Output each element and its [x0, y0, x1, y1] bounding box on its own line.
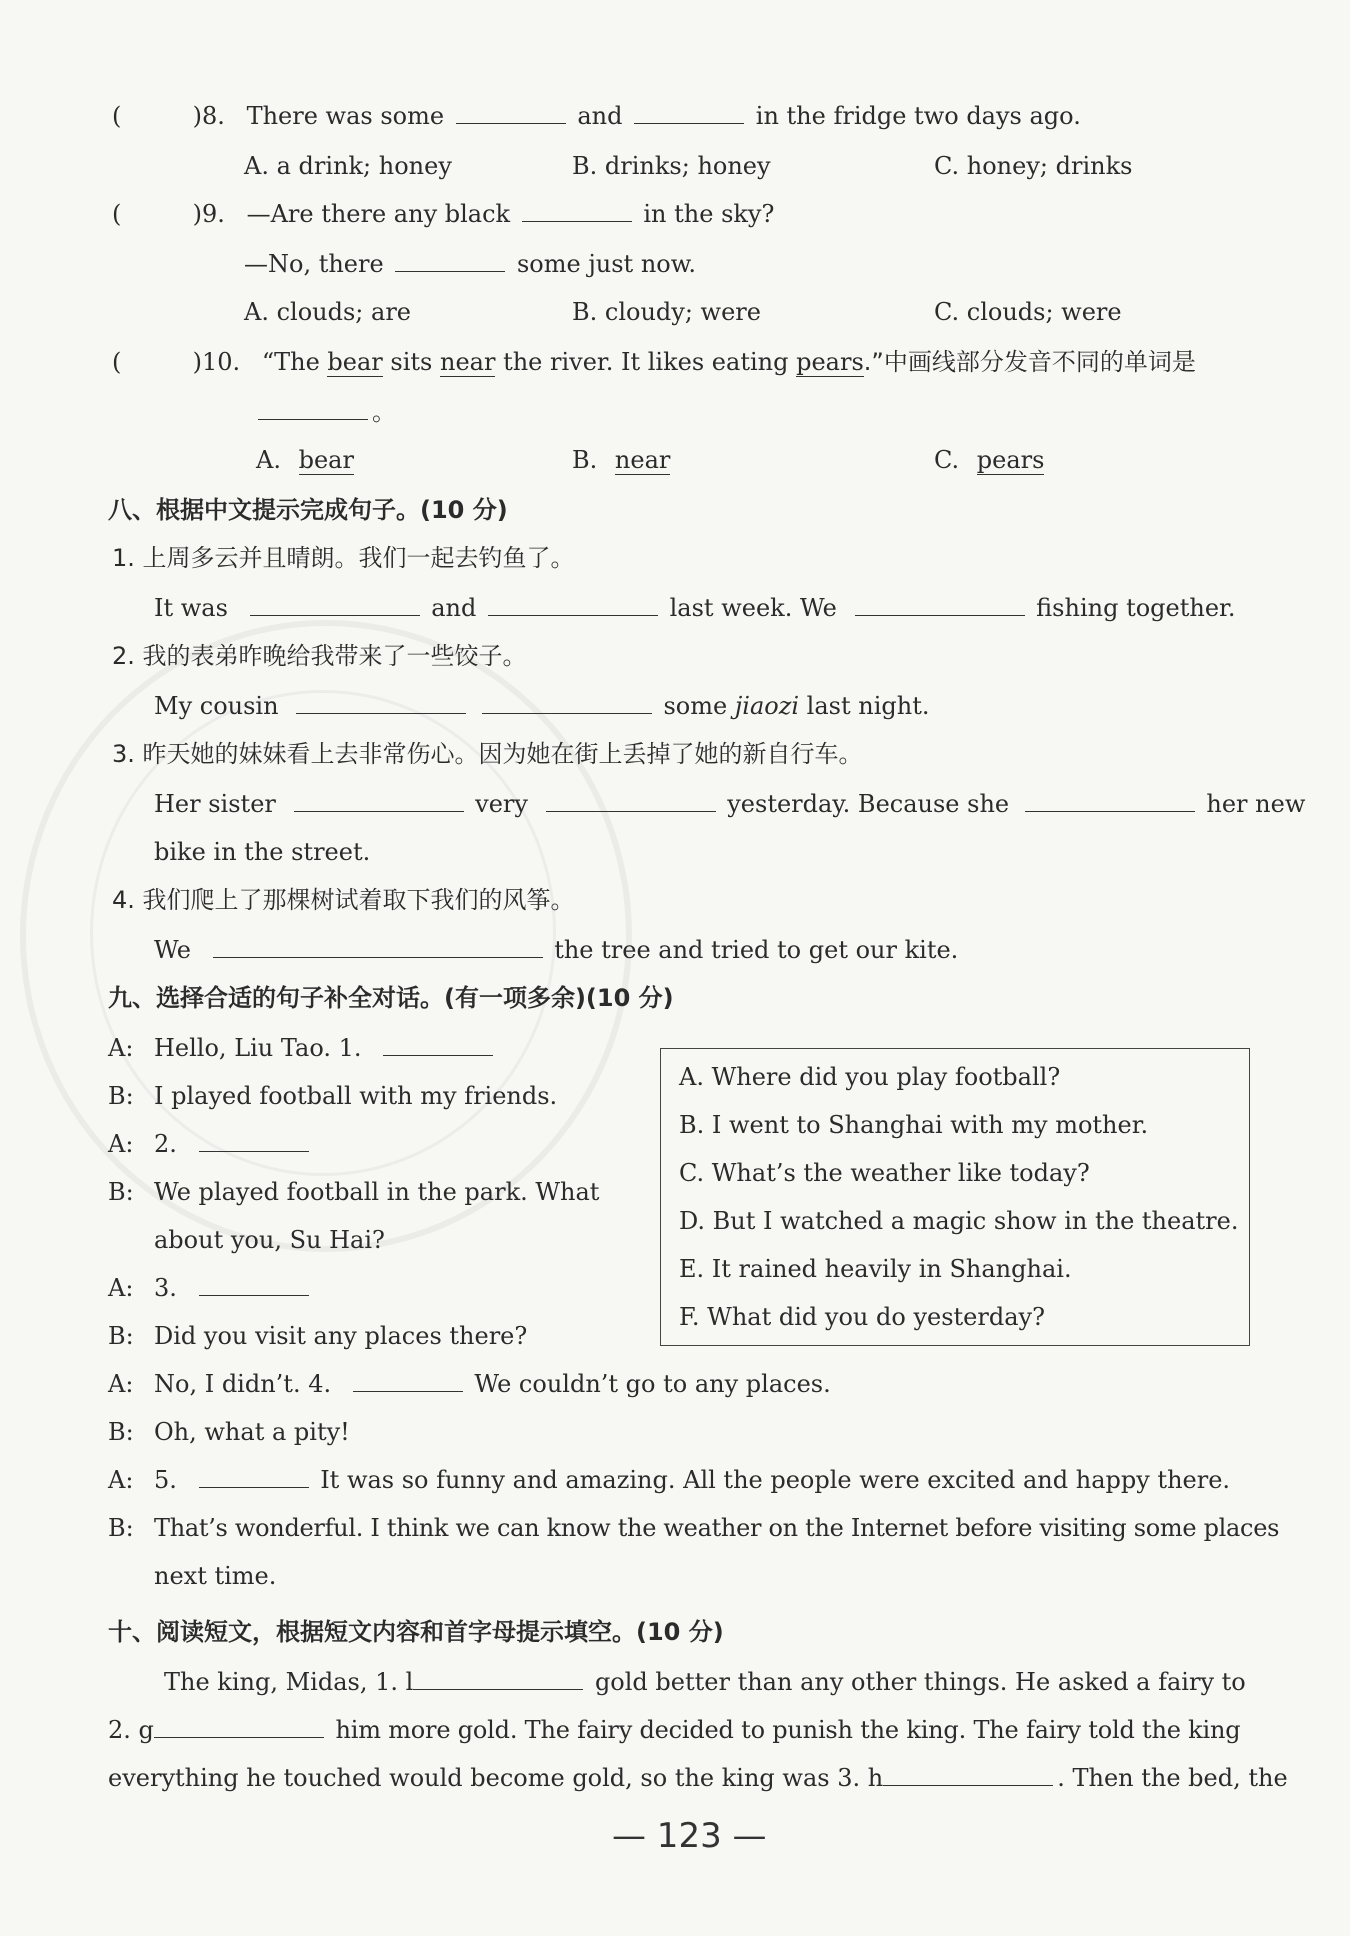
speaker: B: — [108, 1082, 134, 1110]
answer-blank[interactable] — [855, 593, 1025, 616]
dialogue-line — [108, 1416, 350, 1448]
passage-text: gold better than any other things. He asked a fairy to — [594, 1668, 1246, 1696]
dialogue-line — [108, 1224, 385, 1256]
option-a[interactable]: A. clouds; are — [244, 298, 411, 326]
answer-blank[interactable] — [546, 789, 716, 812]
dialogue-line — [108, 1368, 831, 1400]
answer-blank[interactable] — [296, 691, 466, 714]
cn-prompt: 4. 我们爬上了那棵树试着取下我们的风筝。 — [112, 886, 575, 914]
answer-blank[interactable] — [488, 593, 658, 616]
sentence-text: We — [154, 936, 191, 964]
dialogue-line — [108, 1032, 497, 1064]
question-text: in the fridge two days ago. — [755, 102, 1081, 130]
option-label: A. — [256, 446, 281, 474]
option-label: B. — [572, 446, 598, 474]
speaker: A: — [108, 1466, 134, 1494]
answer-row — [154, 592, 1236, 624]
sentence-text: some — [663, 692, 735, 720]
option-c[interactable]: C. clouds; were — [934, 298, 1122, 326]
box-option-a[interactable]: A. Where did you play football? — [679, 1063, 1061, 1091]
dialogue-text: No, I didn’t. 4. — [154, 1370, 332, 1398]
cn-prompt: 1. 上周多云并且晴朗。我们一起去钓鱼了。 — [112, 544, 575, 572]
page-number: — 123 — — [612, 1816, 767, 1856]
speaker: A: — [108, 1130, 134, 1158]
question-text: the river. It likes eating — [495, 348, 797, 376]
q10-row — [112, 346, 1196, 378]
question-text: —No, there — [244, 250, 384, 278]
question-text: sits — [382, 348, 440, 376]
passage-text: him more gold. The fairy decided to punish the king. The fairy told the king — [335, 1716, 1241, 1744]
passage-line — [164, 1666, 1246, 1698]
speaker: B: — [108, 1178, 134, 1206]
passage-text: 2. g — [108, 1716, 154, 1744]
option-b[interactable] — [572, 444, 670, 476]
question-number: )8. — [192, 102, 225, 130]
option-a[interactable]: A. a drink; honey — [244, 152, 452, 180]
answer-blank[interactable] — [199, 1273, 309, 1296]
q9-row — [112, 198, 774, 230]
answer-blank[interactable] — [258, 397, 368, 420]
answer-blank[interactable] — [482, 691, 652, 714]
answer-blank[interactable] — [395, 249, 505, 272]
box-option-f[interactable]: F. What did you do yesterday? — [679, 1303, 1045, 1331]
passage-line — [108, 1714, 1240, 1746]
question-text: —Are there any black — [246, 200, 511, 228]
answer-blank[interactable] — [456, 101, 566, 124]
dialogue-line — [108, 1512, 1279, 1544]
answer-blank[interactable] — [883, 1763, 1053, 1786]
dialogue-line — [108, 1080, 557, 1112]
question-text: some just now. — [516, 250, 697, 278]
dialogue-text: That’s wonderful. I think we can know the weather on the Internet before visiting some places — [154, 1514, 1280, 1542]
sentence-text: fishing together. — [1036, 594, 1236, 622]
section-heading: 十、阅读短文，根据短文内容和首字母提示填空。(10 分) — [108, 1618, 724, 1646]
answer-paren: ( — [112, 102, 122, 130]
dialogue-text: We couldn’t go to any places. — [474, 1370, 831, 1398]
underlined-word: pears — [796, 348, 864, 376]
answer-row — [154, 934, 958, 966]
box-option-e[interactable]: E. It rained heavily in Shanghai. — [679, 1255, 1072, 1283]
sentence-text: It was — [154, 594, 228, 622]
answer-blank[interactable] — [1025, 789, 1195, 812]
underlined-word: bear — [298, 446, 354, 474]
answer-blank[interactable] — [213, 935, 543, 958]
cn-prompt: 2. 我的表弟昨晚给我带来了一些饺子。 — [112, 642, 527, 670]
passage-text: everything he touched would become gold, so the king was 3. h — [108, 1764, 884, 1792]
answer-blank[interactable] — [413, 1667, 583, 1690]
question-number: )9. — [192, 200, 225, 228]
option-c[interactable]: C. honey; drinks — [934, 152, 1133, 180]
dialogue-text: 2. — [154, 1130, 177, 1158]
passage-text: The king, Midas, 1. l — [164, 1668, 414, 1696]
dialogue-line — [108, 1560, 276, 1592]
speaker: B: — [108, 1418, 134, 1446]
answer-blank[interactable] — [383, 1033, 493, 1056]
q8-row — [112, 100, 1081, 132]
answer-blank[interactable] — [522, 199, 632, 222]
sentence-text: last week. We — [669, 594, 837, 622]
sentence-text: Her sister — [154, 790, 276, 818]
sentence-text: very — [475, 790, 528, 818]
option-b[interactable]: B. drinks; honey — [572, 152, 771, 180]
dialogue-text: Did you visit any places there? — [154, 1322, 528, 1350]
question-text: in the sky? — [643, 200, 775, 228]
passage-text: . Then the bed, the — [1057, 1764, 1288, 1792]
dialogue-text: next time. — [154, 1562, 277, 1590]
answer-paren: ( — [112, 348, 122, 376]
answer-blank[interactable] — [199, 1465, 309, 1488]
q9-row2 — [244, 248, 696, 280]
dialogue-text: Hello, Liu Tao. 1. — [154, 1034, 362, 1062]
passage-line — [108, 1762, 1288, 1794]
dialogue-line — [108, 1176, 599, 1208]
dialogue-text: I played football with my friends. — [154, 1082, 558, 1110]
speaker: A: — [108, 1370, 134, 1398]
speaker: B: — [108, 1322, 134, 1350]
dialogue-text: It was so funny and amazing. All the people were excited and happy there. — [320, 1466, 1231, 1494]
answer-paren: ( — [112, 200, 122, 228]
answer-blank[interactable] — [294, 789, 464, 812]
options-box — [660, 1048, 1250, 1346]
question-text: .”中画线部分发音不同的单词是 — [863, 348, 1196, 376]
underlined-word: bear — [327, 348, 383, 376]
box-option-c[interactable]: C. What’s the weather like today? — [679, 1159, 1090, 1187]
answer-row-cont: bike in the street. — [154, 838, 371, 866]
option-b[interactable]: B. cloudy; were — [572, 298, 761, 326]
dialogue-text: 5. — [154, 1466, 177, 1494]
speaker: A: — [108, 1034, 134, 1062]
sentence-text: jiaozi — [734, 692, 800, 720]
answer-blank[interactable] — [199, 1129, 309, 1152]
dialogue-text: 3. — [154, 1274, 177, 1302]
dialogue-text: We played football in the park. What — [154, 1178, 600, 1206]
section-heading: 八、根据中文提示完成句子。(10 分) — [108, 496, 508, 524]
dialogue-line — [108, 1464, 1230, 1496]
answer-row — [154, 690, 929, 722]
dialogue-text: Oh, what a pity! — [154, 1418, 350, 1446]
answer-blank[interactable] — [353, 1369, 463, 1392]
option-label: C. — [934, 446, 960, 474]
question-text: “The — [261, 348, 328, 376]
question-text: and — [577, 102, 623, 130]
dialogue-text: about you, Su Hai? — [154, 1226, 385, 1254]
box-option-b[interactable]: B. I went to Shanghai with my mother. — [679, 1111, 1149, 1139]
option-c[interactable] — [934, 444, 1044, 476]
sentence-text: My cousin — [154, 692, 279, 720]
box-option-d[interactable]: D. But I watched a magic show in the theatre. — [679, 1207, 1239, 1235]
answer-row — [154, 788, 1305, 820]
underlined-word: near — [439, 348, 496, 376]
cn-prompt: 3. 昨天她的妹妹看上去非常伤心。因为她在街上丢掉了她的新自行车。 — [112, 740, 863, 768]
answer-blank[interactable] — [634, 101, 744, 124]
answer-blank[interactable] — [250, 593, 420, 616]
speaker: B: — [108, 1514, 134, 1542]
sentence-text: her new — [1206, 790, 1306, 818]
sentence-text: the tree and tried to get our kite. — [554, 936, 959, 964]
sentence-text: yesterday. Because she — [727, 790, 1010, 818]
speaker: A: — [108, 1274, 134, 1302]
section-heading: 九、选择合适的句子补全对话。(有一项多余)(10 分) — [108, 984, 674, 1012]
question-text: There was some — [246, 102, 445, 130]
option-a[interactable] — [256, 444, 354, 476]
sentence-text: and — [431, 594, 477, 622]
sentence-text: last night. — [799, 692, 930, 720]
answer-blank[interactable] — [154, 1715, 324, 1738]
underlined-word: near — [614, 446, 671, 474]
dialogue-line — [108, 1128, 313, 1160]
underlined-word: pears — [976, 446, 1045, 474]
question-text: 。 — [372, 398, 396, 426]
dialogue-line — [108, 1272, 313, 1304]
dialogue-line — [108, 1320, 527, 1352]
question-number: )10. — [192, 348, 241, 376]
q10-row2 — [254, 396, 396, 428]
